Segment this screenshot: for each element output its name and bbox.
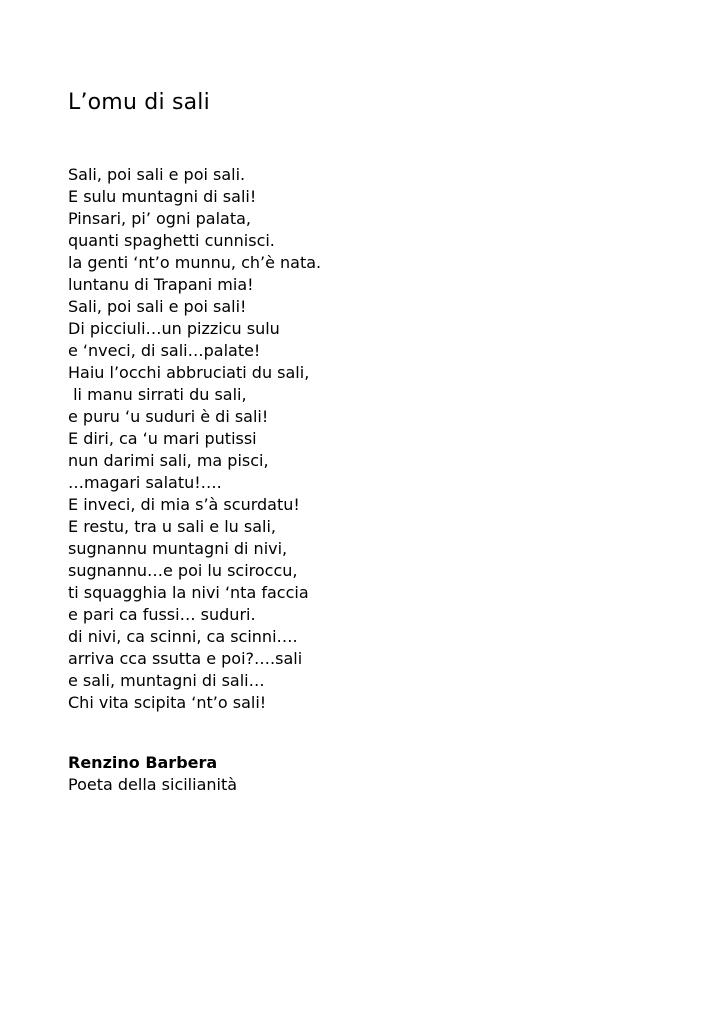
signature-block [68, 752, 237, 796]
poem-line: Chi vita scipita ‘nt’o sali! [68, 693, 267, 712]
poem-title: L’omu di sali [68, 90, 210, 115]
poem-line: luntanu di Trapani mia! [68, 275, 254, 294]
author-role: Poeta della sicilianità [68, 775, 238, 794]
poem-line: e puru ‘u suduri è di sali! [68, 407, 269, 426]
poem-line: la genti ‘nt’o munnu, ch’è nata. [68, 253, 322, 272]
author-name: Renzino Barbera [68, 753, 218, 772]
poem-line: E inveci, di mia s’à scurdatu! [68, 495, 300, 514]
poem-line: Pinsari, pi’ ogni palata, [68, 209, 251, 228]
poem-line: e sali, muntagni di sali… [68, 671, 265, 690]
poem-line: sugnannu muntagni di nivi, [68, 539, 288, 558]
poem-line: e pari ca fussi… suduri. [68, 605, 256, 624]
poem-line: Di picciuli…un pizzicu sulu [68, 319, 280, 338]
poem-line: Sali, poi sali e poi sali. [68, 165, 246, 184]
poem-line: ti squagghia la nivi ‘nta faccia [68, 583, 309, 602]
poem-line: di nivi, ca scinni, ca scinni…. [68, 627, 298, 646]
poem-line: Sali, poi sali e poi sali! [68, 297, 247, 316]
poem-line: li manu sirrati du sali, [68, 385, 247, 404]
poem-line: …magari salatu!…. [68, 473, 222, 492]
poem-line: arriva cca ssutta e poi?….sali [68, 649, 303, 668]
poem-line: E sulu muntagni di sali! [68, 187, 257, 206]
poem-line: E diri, ca ‘u mari putissi [68, 429, 257, 448]
poem-line: sugnannu…e poi lu sciroccu, [68, 561, 298, 580]
poem-line: nun darimi sali, ma pisci, [68, 451, 269, 470]
poem-line: quanti spaghetti cunnisci. [68, 231, 275, 250]
poem-line: E restu, tra u sali e lu sali, [68, 517, 276, 536]
poem-body [68, 164, 321, 714]
poem-line: Haiu l’occhi abbruciati du sali, [68, 363, 310, 382]
poem-line: e ‘nveci, di sali…palate! [68, 341, 261, 360]
